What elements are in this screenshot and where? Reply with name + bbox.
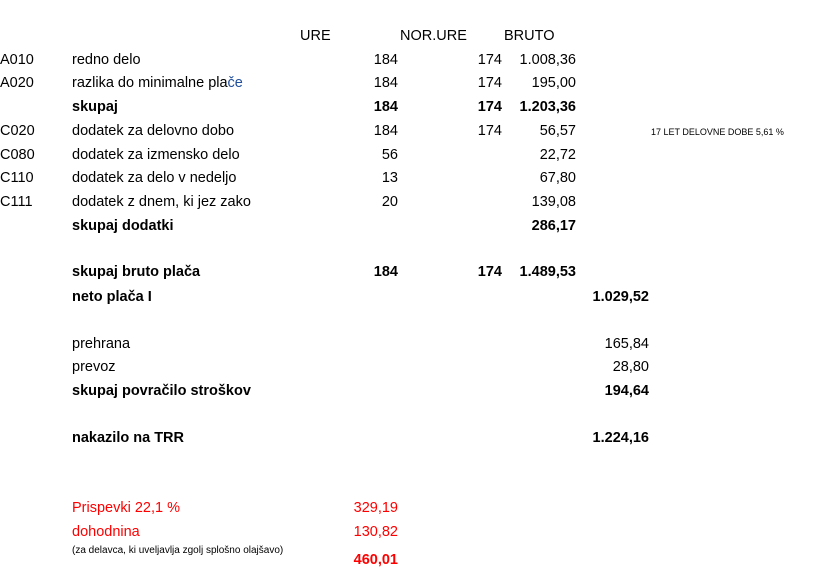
row-bruto: 195,00 (531, 75, 576, 91)
row-label: redno delo (72, 52, 141, 68)
row-code: C111 (0, 194, 33, 210)
contributions-label: Prispevki 22,1 % (72, 500, 180, 516)
subtotal-ure: 184 (373, 99, 398, 115)
subtotal-bruto: 1.203,36 (519, 99, 576, 115)
row-bruto: 22,72 (539, 147, 576, 163)
net-pay-label: neto plača I (72, 289, 152, 305)
expenses-total-label: skupaj povračilo stroškov (72, 383, 251, 399)
row-bruto: 1.008,36 (519, 52, 576, 68)
seniority-note: 17 LET DELOVNE DOBE 5,61 % (651, 127, 784, 137)
row-label: dodatek za izmensko delo (72, 147, 240, 163)
expenses-total-value: 194,64 (604, 383, 649, 399)
row-label (72, 74, 243, 92)
row-ure: 184 (373, 52, 398, 68)
meal-value: 165,84 (604, 336, 649, 352)
contributions-value: 329,19 (353, 500, 398, 516)
row-bruto: 56,57 (539, 123, 576, 139)
gross-total-ure: 184 (373, 264, 398, 280)
row-code: C080 (0, 147, 35, 163)
row-ure: 184 (373, 75, 398, 91)
header-bruto: BRUTO (504, 28, 555, 44)
gross-total-nor: 174 (477, 264, 502, 280)
row-ure: 184 (373, 123, 398, 139)
allowances-total-label: skupaj dodatki (72, 218, 174, 234)
row-code: C110 (0, 170, 34, 186)
row-nor: 174 (477, 75, 502, 91)
allowances-total-bruto: 286,17 (531, 218, 576, 234)
row-label: dodatek z dnem, ki jez zako (72, 194, 251, 210)
row-nor: 174 (477, 123, 502, 139)
deductions-total-value: 460,01 (353, 552, 398, 568)
gross-total-value: 1.489,53 (519, 264, 576, 280)
row-label: dodatek za delovno dobo (72, 123, 235, 139)
row-label-accent: če (227, 75, 243, 91)
income-tax-value: 130,82 (353, 524, 398, 540)
row-ure: 20 (381, 194, 398, 210)
subtotal-label: skupaj (72, 99, 118, 115)
header-nor-ure: NOR.URE (400, 28, 467, 44)
row-label-part: razlika do minimalne pla (72, 75, 228, 91)
transport-label: prevoz (72, 359, 116, 375)
row-ure: 56 (381, 147, 398, 163)
row-label: dodatek za delo v nedeljo (72, 170, 237, 186)
row-bruto: 139,08 (531, 194, 576, 210)
row-bruto: 67,80 (539, 170, 576, 186)
gross-total-label: skupaj bruto plača (72, 264, 201, 280)
bank-transfer-label: nakazilo na TRR (72, 430, 184, 446)
row-nor: 174 (477, 52, 502, 68)
subtotal-nor: 174 (477, 99, 502, 115)
transport-value: 28,80 (612, 359, 649, 375)
income-tax-label: dohodnina (72, 524, 140, 540)
row-code: A010 (0, 52, 34, 68)
bank-transfer-value: 1.224,16 (592, 430, 649, 446)
net-pay-value: 1.029,52 (592, 289, 649, 305)
header-ure: URE (300, 28, 331, 44)
row-code: A020 (0, 75, 34, 91)
row-ure: 13 (381, 170, 398, 186)
meal-label: prehrana (72, 336, 131, 352)
row-code: C020 (0, 123, 35, 139)
income-tax-note: (za delavca, ki uveljavlja zgolj splošno olajšavo) (72, 545, 284, 556)
